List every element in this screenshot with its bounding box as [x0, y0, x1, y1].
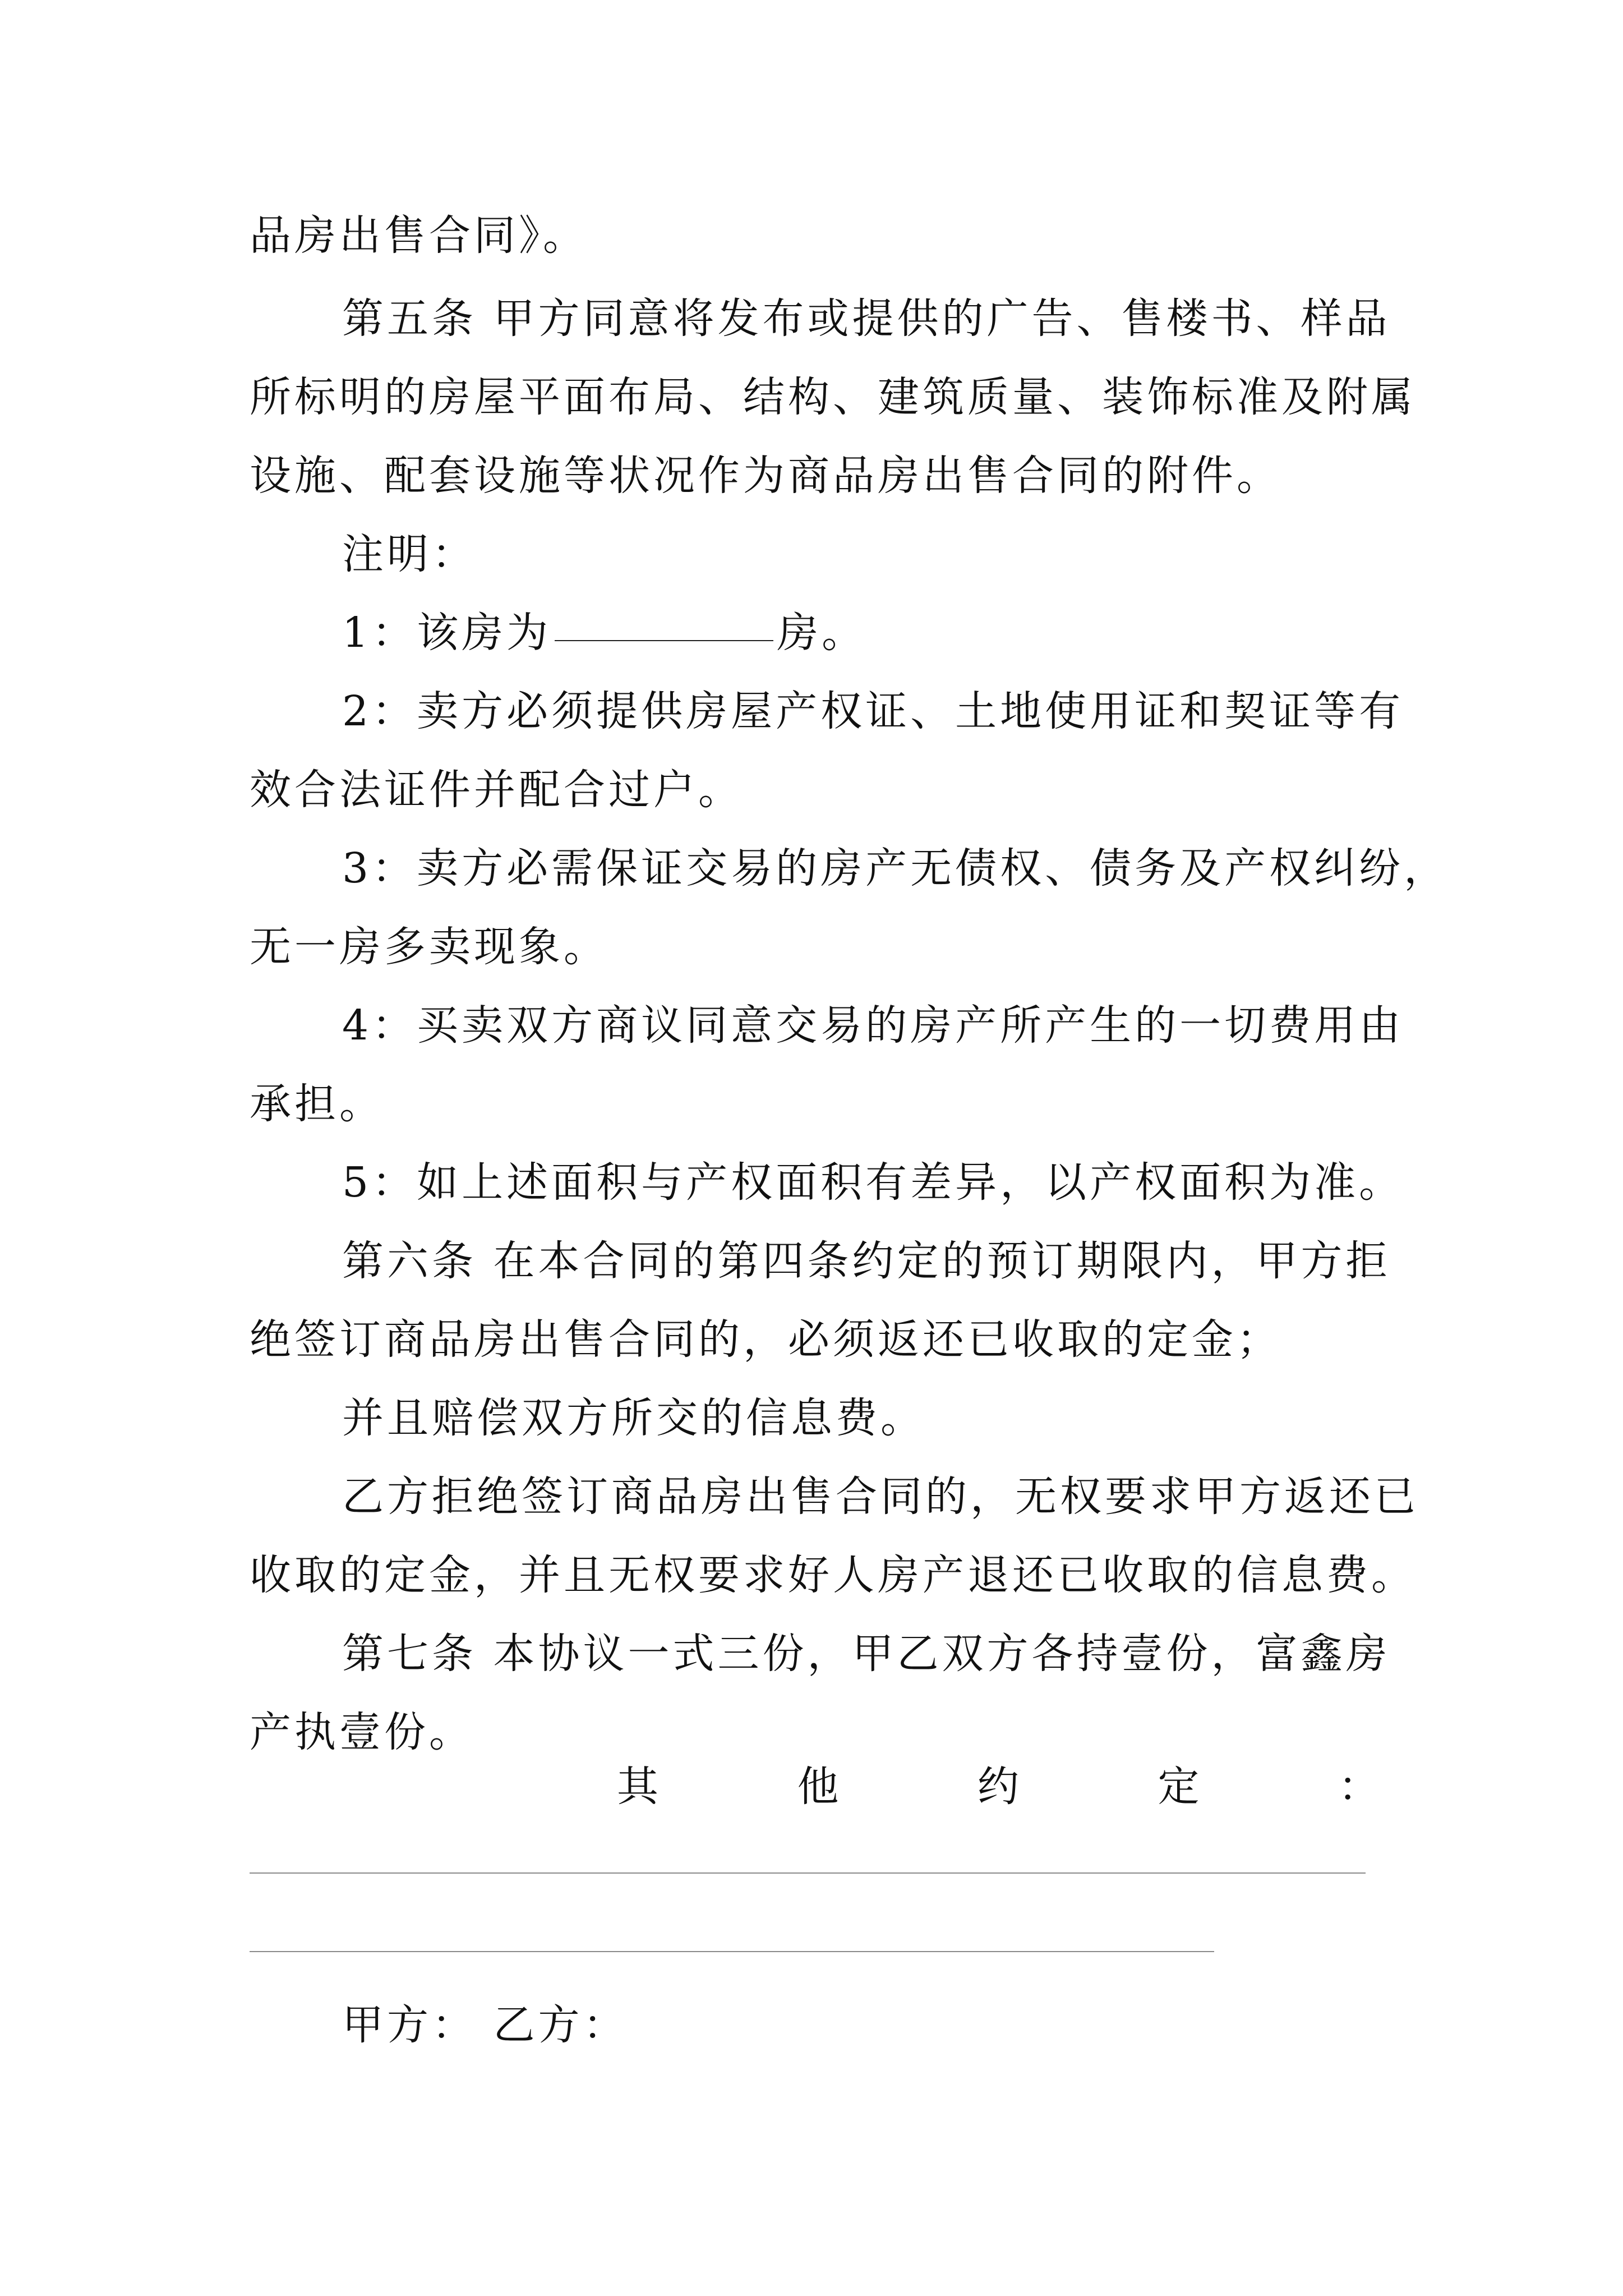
fill-in-blank — [555, 639, 773, 641]
fill-in-rule — [250, 1951, 1214, 1952]
paragraph-line: 绝签订商品房出售合同的，必须返还已收取的定金； — [250, 1315, 1281, 1364]
article-six-line: 第六条 在本合同的第四条约定的预订期限内，甲方拒 — [342, 1237, 1391, 1285]
paragraph-line: 乙方拒绝签订商品房出售合同的，无权要求甲方返还已 — [342, 1473, 1419, 1521]
paragraph-line: 产执壹份。 — [250, 1708, 474, 1756]
other-terms-char: 约 — [978, 1763, 1019, 1811]
article-seven-line: 第七条 本协议一式三份，甲乙双方各持壹份，富鑫房 — [342, 1630, 1391, 1678]
fill-in-rule — [250, 1872, 1366, 1874]
note-item-1 — [342, 605, 866, 661]
notes-heading: 注明： — [342, 530, 477, 578]
paragraph-line: 并且赔偿双方所交的信息费。 — [342, 1394, 925, 1442]
other-terms-char: 其 — [617, 1763, 658, 1811]
paragraph-line: 无一房多卖现象。 — [250, 923, 608, 971]
note-item-2: 2：卖方必须提供房屋产权证、土地使用证和契证等有 — [342, 687, 1404, 735]
paragraph-line: 收取的定金，并且无权要求好人房产退还已收取的信息费。 — [250, 1551, 1416, 1599]
note-item-1-suffix: 房。 — [777, 609, 867, 657]
other-terms-char: 他 — [797, 1763, 839, 1811]
paragraph-line: 所标明的房屋平面布局、结构、建筑质量、装饰标准及附属 — [250, 373, 1416, 421]
other-terms-char: ： — [1338, 1763, 1380, 1811]
paragraph-line: 设施、配套设施等状况作为商品房出售合同的附件。 — [250, 452, 1281, 500]
article-five-line: 第五条 甲方同意将发布或提供的广告、售楼书、样品 — [342, 295, 1391, 343]
note-item-3: 3：卖方必需保证交易的房产无债权、债务及产权纠纷， — [342, 844, 1449, 892]
note-item-5: 5：如上述面积与产权面积有差异，以产权面积为准。 — [342, 1158, 1404, 1207]
paragraph-line: 承担。 — [250, 1080, 384, 1128]
other-terms-heading — [617, 1759, 1380, 1815]
paragraph-line: 品房出售合同》。 — [250, 211, 588, 260]
paragraph-line: 效合法证件并配合过户。 — [250, 766, 743, 814]
other-terms-char: 定 — [1158, 1763, 1200, 1811]
note-item-1-prefix: 1：该房为 — [342, 609, 552, 657]
signature-line: 甲方： 乙方： — [342, 2001, 628, 2049]
note-item-4: 4：买卖双方商议同意交易的房产所产生的一切费用由 — [342, 1001, 1404, 1050]
